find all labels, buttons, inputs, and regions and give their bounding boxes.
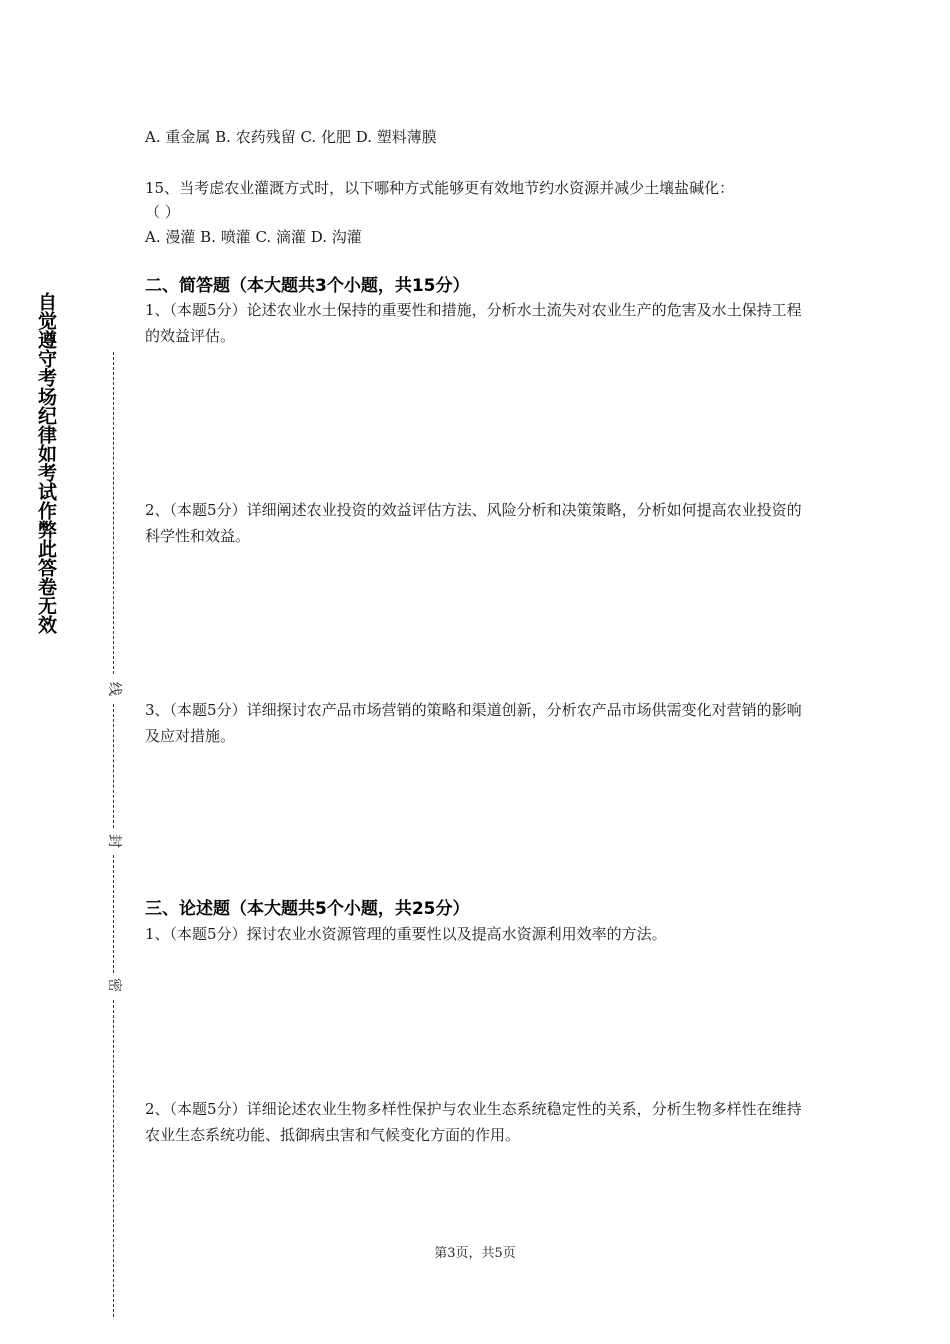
section-2-title: 二、简答题（本大题共3个小题，共15分）	[145, 276, 470, 296]
seal-dash-segment	[113, 352, 114, 674]
seal-char-feng: 封	[106, 834, 122, 848]
seal-char-mi: 密	[106, 978, 122, 992]
question-14-options: A. 重金属 B. 农药残留 C. 化肥 D. 塑料薄膜	[145, 128, 437, 146]
section-3-question-1: 1、（本题5分）探讨农业水资源管理的重要性以及提高水资源利用效率的方法。	[145, 925, 667, 943]
seal-dash-segment	[113, 1000, 114, 1317]
section-2-question-2: 2、（本题5分）详细阐述农业投资的效益评估方法、风险分析和决策策略，分析如何提高农业投资的科学性和效益。	[145, 501, 802, 545]
section-3-title: 三、论述题（本大题共5个小题，共25分）	[145, 899, 470, 919]
section-2-question-1: 1、（本题5分）论述农业水土保持的重要性和措施，分析水土流失对农业生产的危害及水土保持工程的效益评估。	[145, 301, 802, 345]
section-2-question-3: 3、（本题5分）详细探讨农产品市场营销的策略和渠道创新，分析农产品市场供需变化对营销的影响及应对措施。	[145, 701, 802, 745]
seal-line	[104, 352, 124, 1317]
section-3-question-2: 2、（本题5分）详细论述农业生物多样性保护与农业生态系统稳定性的关系，分析生物多样性在维持农业生态系统功能、抵御病虫害和气候变化方面的作用。	[145, 1100, 802, 1144]
seal-dash-segment	[113, 855, 114, 973]
question-15-answer-blank: （ ）	[145, 203, 180, 221]
seal-dash-segment	[113, 704, 114, 828]
question-15-stem: 15、当考虑农业灌溉方式时，以下哪种方式能够更有效地节约水资源并减少土壤盐碱化：	[145, 179, 735, 197]
seal-char-xian: 线	[106, 682, 122, 696]
exam-discipline-notice: 自觉遵守考场纪律如考试作弊此答卷无效	[35, 292, 57, 634]
question-15-options: A. 漫灌 B. 喷灌 C. 滴灌 D. 沟灌	[145, 228, 362, 246]
page-number: 第3页，共5页	[434, 1246, 516, 1261]
